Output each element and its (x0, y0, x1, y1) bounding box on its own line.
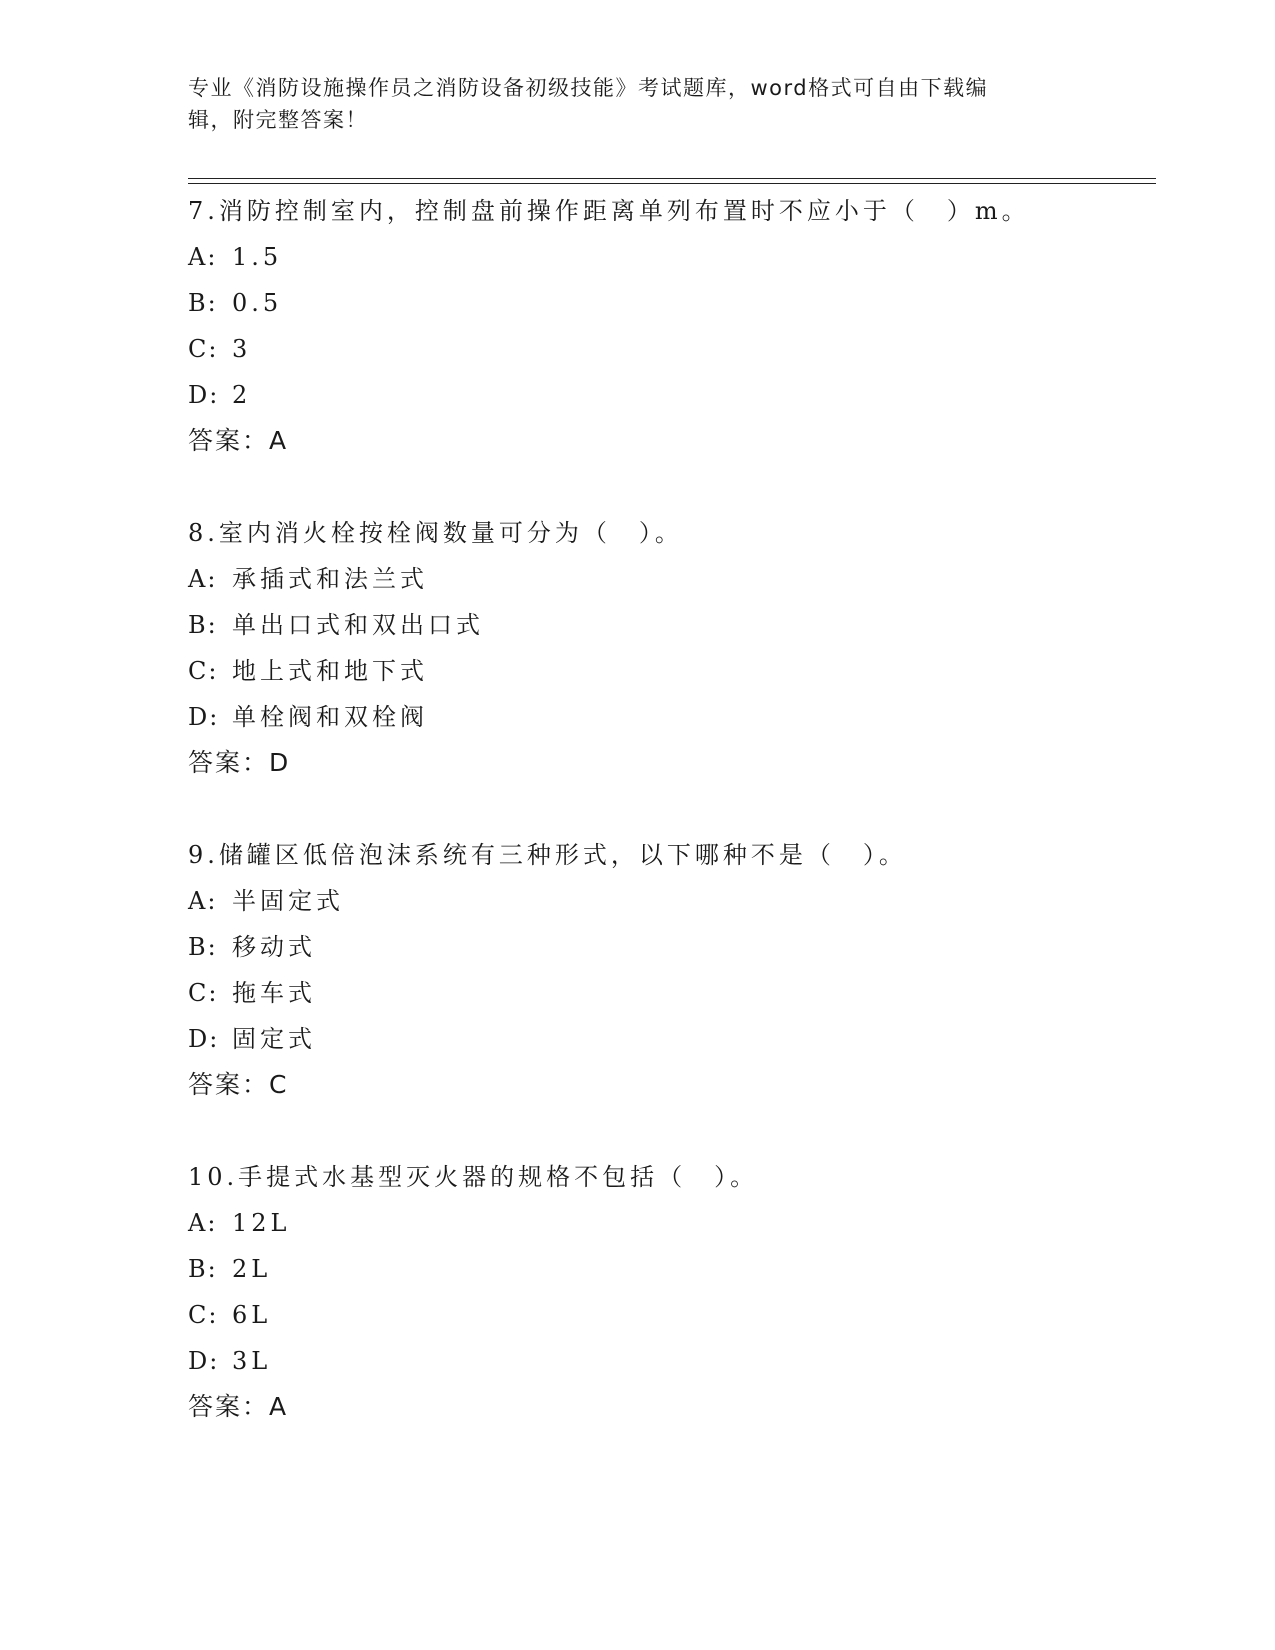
question-text: 7.消防控制室内，控制盘前操作距离单列布置时不应小于（ ）m。 (188, 197, 1030, 225)
option-label: D: (188, 381, 220, 409)
option-b (188, 1246, 1148, 1292)
option-label: A: (188, 565, 218, 593)
option-label: A: (188, 243, 218, 271)
option-label: D: (188, 1025, 220, 1053)
option-a (188, 234, 1148, 280)
option-c (188, 648, 1148, 694)
header-line-2: 辑，附完整答案！ (188, 108, 368, 132)
question-10 (188, 1154, 1148, 1430)
question-text: 10.手提式水基型灭火器的规格不包括（ ）。 (188, 1163, 759, 1191)
question-9 (188, 832, 1148, 1108)
option-a (188, 556, 1148, 602)
header-line-1: 专业《消防设施操作员之消防设备初级技能》考试题库，word格式可自由下载编 (188, 76, 989, 100)
option-text: 单栓阀和双栓阀 (232, 703, 428, 731)
option-text: 0.5 (232, 289, 283, 317)
option-text: 单出口式和双出口式 (232, 611, 484, 639)
header-divider-bottom (188, 183, 1156, 184)
option-text: 拖车式 (232, 979, 316, 1007)
option-text: 1.5 (232, 243, 283, 271)
answer: 答案：D (188, 748, 291, 777)
option-text: 半固定式 (232, 887, 344, 915)
option-c (188, 1292, 1148, 1338)
option-d (188, 694, 1148, 740)
option-text: 移动式 (232, 933, 316, 961)
option-c (188, 970, 1148, 1016)
option-label: D: (188, 703, 220, 731)
option-label: C: (188, 335, 219, 363)
option-text: 固定式 (232, 1025, 316, 1053)
option-d (188, 372, 1148, 418)
option-text: 2 (232, 381, 252, 409)
question-text: 9.储罐区低倍泡沫系统有三种形式，以下哪种不是（ ）。 (188, 841, 907, 869)
question-7 (188, 188, 1148, 464)
option-label: A: (188, 1209, 218, 1237)
option-d (188, 1338, 1148, 1384)
document-header (188, 72, 1068, 136)
option-label: B: (188, 933, 218, 961)
question-text: 8.室内消火栓按栓阀数量可分为（ ）。 (188, 519, 683, 547)
option-label: D: (188, 1347, 220, 1375)
header-divider-top (188, 178, 1156, 179)
option-text: 地上式和地下式 (232, 657, 428, 685)
option-text: 6L (232, 1301, 272, 1329)
option-label: C: (188, 1301, 219, 1329)
answer: 答案：A (188, 426, 289, 455)
option-label: B: (188, 1255, 218, 1283)
option-a (188, 878, 1148, 924)
option-text: 12L (232, 1209, 291, 1237)
option-b (188, 602, 1148, 648)
option-label: C: (188, 657, 219, 685)
option-text: 3L (232, 1347, 272, 1375)
option-text: 承插式和法兰式 (232, 565, 428, 593)
option-c (188, 326, 1148, 372)
answer: 答案：C (188, 1070, 289, 1099)
option-text: 2L (232, 1255, 272, 1283)
option-d (188, 1016, 1148, 1062)
option-b (188, 924, 1148, 970)
option-label: B: (188, 289, 218, 317)
option-b (188, 280, 1148, 326)
option-a (188, 1200, 1148, 1246)
question-8 (188, 510, 1148, 786)
option-label: C: (188, 979, 219, 1007)
option-label: A: (188, 887, 218, 915)
option-text: 3 (232, 335, 252, 363)
option-label: B: (188, 611, 218, 639)
answer: 答案：A (188, 1392, 289, 1421)
